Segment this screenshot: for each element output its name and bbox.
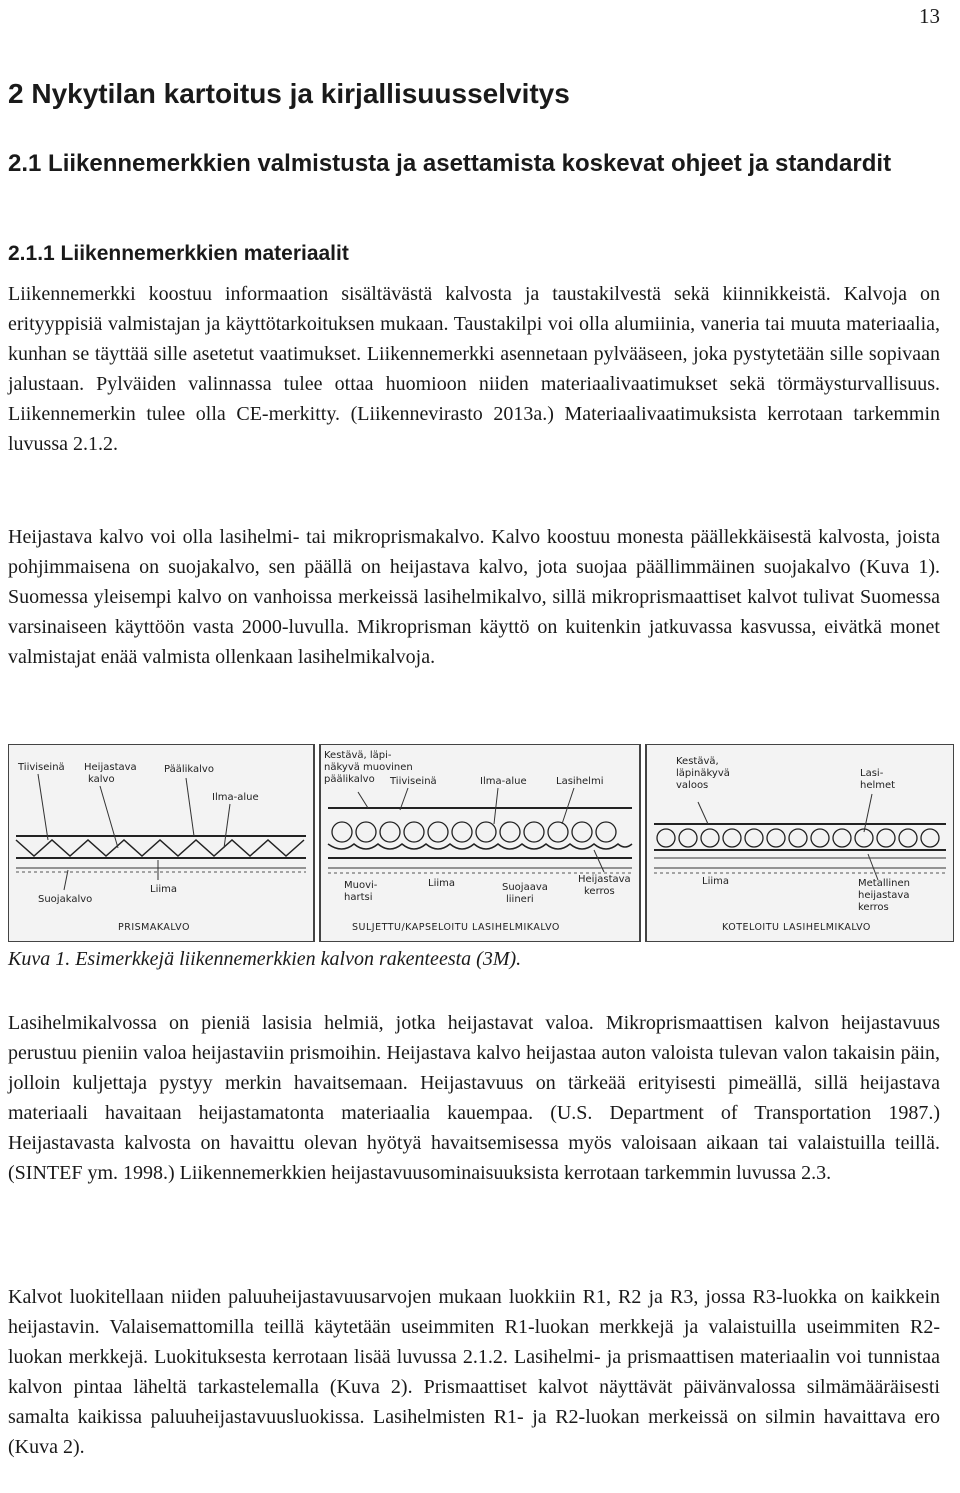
label-suojakalvo: Suojakalvo xyxy=(38,894,93,905)
label-kestava-paalikalvo-3: päälikalvo xyxy=(324,774,375,785)
label-liima-2: Liima xyxy=(428,878,455,889)
label-muovihartsi: Muovi- xyxy=(344,880,378,891)
subsection-heading: 2.1.1 Liikennemerkkien materiaalit xyxy=(8,242,349,265)
figure-panel-koteloitu xyxy=(646,744,954,942)
label-lasihelmi: Lasihelmi xyxy=(556,776,604,787)
label-suojaava-liineri-2: liineri xyxy=(506,894,534,905)
label-heijastava-kerros: Heijastava xyxy=(578,874,631,885)
label-liima-3: Liima xyxy=(702,876,729,887)
paragraph-glass-beads: Lasihelmikalvossa on pieniä lasisia helmiä, jotka heijastavat valoa. Mikroprismaattisen kalvon heijastavuus perustuu pieniin valoa heijastaviin prismoihin. Heijastava kalvo heijastaa auton valoista tulevan valon takaisin päin, jolloin kuljettaja pystyy merkin havaitsemaan. Heijastavuus on tärkeää erityisesti pimeällä, sillä heijastava materiaali havaitaan heijastamatonta materiaalia kauempaa. (U.S. Department of Transportation 1987.) Heijastavasta kalvosta on havaittu olevan hyötyä havaitsemisessa myös valoisaan aikaan tai valaistuilla teillä. (SINTEF ym. 1998.) Liikennemerkkien heijastavuusominaisuuksista kerrotaan tarkemmin luvussa 2.3. xyxy=(8,1012,940,1184)
label-kestava-valoos-3: valoos xyxy=(676,780,709,791)
figure-panel-kapseloitu xyxy=(320,744,640,942)
label-kestava-valoos-2: läpinäkyvä xyxy=(676,768,730,779)
label-heijastava-kerros-2: kerros xyxy=(584,886,615,897)
page-number: 13 xyxy=(919,4,940,28)
label-metallinen-kerros-3: kerros xyxy=(858,902,889,913)
film-structure-figure xyxy=(8,744,954,942)
label-suojaava-liineri: Suojaava xyxy=(502,882,548,893)
label-tiiviseina-1: Tiiviseinä xyxy=(18,762,65,773)
figure-caption: Kuva 1. Esimerkkejä liikennemerkkien kalvon rakenteesta (3M). xyxy=(8,948,522,970)
label-tiiviseina-2: Tiiviseinä xyxy=(390,776,437,787)
figure-panel-prismakalvo xyxy=(8,744,314,942)
label-muovihartsi-2: hartsi xyxy=(344,892,373,903)
label-lasihelmet-2: helmet xyxy=(860,780,896,791)
label-metallinen-kerros: Metallinen xyxy=(858,878,910,889)
paragraph-classification: Kalvot luokitellaan niiden paluuheijastavuusarvojen mukaan luokkiin R1, R2 ja R3, jossa R3-luokka on kaikkein heijastavin. Valaisemattomilla teillä käytetään useimmiten R1-luokan merkkejä ja valaistuilla useimmiten R2-luokan merkkejä. Luokituksesta kerrotaan lisää luvussa 2.1.2. Lasihelmi- ja prismaattisen materiaalin voi tunnistaa kalvon pintaa läheltä tarkastelemalla (Kuva 2). Prismaattiset kalvot näyttävät päivänvalossa silmämääräisesti samalta kaikissa paluuheijastavuusluokissa. Lasihelmisten R1- ja R2-luokan merkeissä on silmin havaittava ero (Kuva 2). xyxy=(8,1286,940,1458)
chapter-heading: 2 Nykytilan kartoitus ja kirjallisuusselvitys xyxy=(8,78,570,109)
label-kestava-paalikalvo-2: näkyvä muovinen xyxy=(324,762,413,773)
panel-title-prismakalvo: PRISMAKALVO xyxy=(118,922,190,933)
label-kestava-paalikalvo: Kestävä, läpi- xyxy=(324,750,392,761)
label-paalikalvo-1: Päälikalvo xyxy=(164,764,214,775)
label-ilma-alue-2: Ilma-alue xyxy=(480,776,527,787)
label-kestava-valoos: Kestävä, xyxy=(676,756,719,767)
paragraph-materials: Liikennemerkki koostuu informaation sisältävästä kalvosta ja taustakilvestä sekä kiinnikkeistä. Kalvoja on erityyppisiä valmistajan ja käyttötarkoituksen mukaan. Taustakilpi voi olla alumiinia, vaneria tai muuta materiaalia, kunhan se täyttää sille asetetut vaatimukset. Liikennemerkki asennetaan pylvääseen, joka pystytetään sille sopivaan jalustaan. Pylväiden valinnassa tulee ottaa huomioon niiden materiaalivaatimukset sekä törmäysturvallisuus. Liikennemerkin tulee olla CE-merkitty. (Liikennevirasto 2013a.) Materiaalivaatimuksista kerrotaan tarkemmin luvussa 2.1.2. xyxy=(8,283,940,455)
label-heijastava-kalvo: Heijastava xyxy=(84,762,137,773)
label-liima-1: Liima xyxy=(150,884,177,895)
label-heijastava-kalvo-2: kalvo xyxy=(88,774,115,785)
paragraph-reflective-film: Heijastava kalvo voi olla lasihelmi- tai mikroprismakalvo. Kalvo koostuu monesta päällekkäisestä kalvosta, joista pohjimmaisena on suojakalvo, sen päällä on heijastava kalvo, jota suojaa päällimmäinen suojakalvo (Kuva 1). Suomessa yleisempi kalvo on vanhoissa merkeissä lasihelmikalvo, sillä mikroprismaattiset kalvot tulivat Suomessa varsinaiseen käyttöön vasta 2000-luvulla. Mikroprisman käyttö on kuitenkin jatkuvassa kasvussa, eivätkä monet valmistajat enää valmista ollenkaan lasihelmikalvoja. xyxy=(8,526,940,668)
label-ilma-alue-1: Ilma-alue xyxy=(212,792,259,803)
label-lasihelmet: Lasi- xyxy=(860,768,884,779)
panel-title-koteloitu: KOTELOITU LASIHELMIKALVO xyxy=(722,922,871,933)
panel-title-kapseloitu: SULJETTU/KAPSELOITU LASIHELMIKALVO xyxy=(352,922,560,933)
section-heading: 2.1 Liikennemerkkien valmistusta ja asettamista koskevat ohjeet ja standardit xyxy=(8,150,892,177)
label-metallinen-kerros-2: heijastava xyxy=(858,890,910,901)
